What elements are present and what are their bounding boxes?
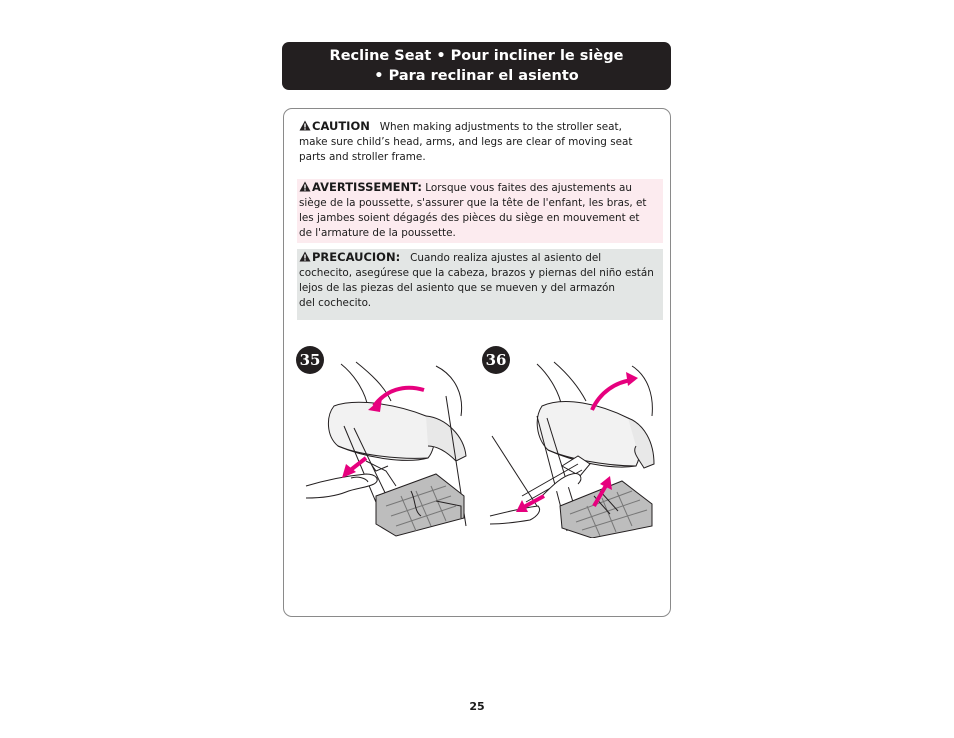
section-title-line-1: Recline Seat • Pour incliner le siège (329, 48, 624, 64)
recline-lever-illustration-icon (296, 346, 471, 538)
section-header (282, 42, 671, 90)
avertissement-text-line-1: Lorsque vous faites des ajustements au (425, 182, 632, 194)
warning-triangle-icon (299, 181, 311, 192)
caution-warning-fr (297, 179, 663, 243)
avertissement-text-line-3: les jambes soient dégagés des pièces du siège en mouvement et (299, 212, 640, 224)
caution-text-line-2: make sure child’s head, arms, and legs are clear of moving seat (299, 136, 633, 148)
caution-label: CAUTION (312, 119, 370, 133)
precaucion-text-line-3: lejos de las piezas del asiento que se mueven y del armazón (299, 282, 615, 294)
section-title-line-2: • Para reclinar el asiento (374, 68, 579, 84)
caution-warning-es (297, 249, 663, 320)
caution-text-line-1: When making adjustments to the stroller seat, (379, 121, 622, 133)
precaucion-text-line-2: cochecito, asegúrese que la cabeza, brazos y piernas del niño están (299, 267, 654, 279)
warning-triangle-icon (299, 120, 311, 131)
warning-triangle-icon (299, 251, 311, 262)
caution-text-line-3: parts and stroller frame. (299, 151, 426, 163)
precaucion-text-line-1: Cuando realiza ajustes al asiento del (410, 252, 602, 264)
step-number-badge: 35 (296, 346, 324, 374)
step-number-badge: 36 (482, 346, 510, 374)
step-36-illustration (482, 346, 657, 538)
caution-warning-en (297, 119, 663, 165)
page-number: 25 (469, 700, 485, 713)
avertissement-text-line-4: de l'armature de la poussette. (299, 227, 456, 239)
raise-seat-illustration-icon (482, 346, 657, 538)
step-35-illustration (296, 346, 471, 538)
precaucion-label: PRECAUCION: (312, 250, 401, 264)
avertissement-label: AVERTISSEMENT: (312, 180, 422, 194)
avertissement-text-line-2: siège de la poussette, s'assurer que la tête de l'enfant, les bras, et (299, 197, 647, 209)
precaucion-text-line-4: del cochecito. (299, 297, 372, 309)
